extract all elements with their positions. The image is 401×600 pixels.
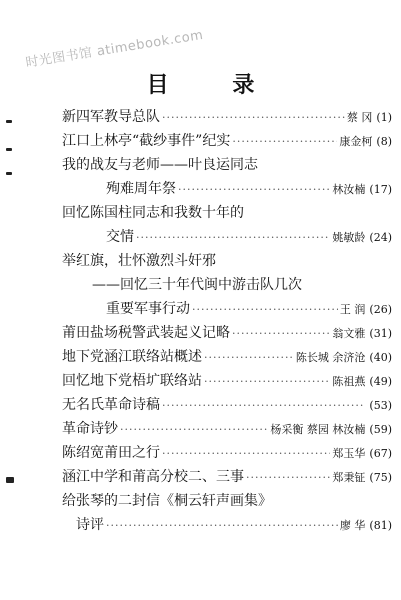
- entry-author: 陈祖燕: [332, 375, 366, 388]
- entry-page: (59): [369, 423, 392, 436]
- entry-title: 我的战友与老师——叶良运同志: [62, 157, 258, 173]
- entry-author: 杨采衡 蔡园 林汝楠: [270, 423, 366, 436]
- entry-title: 莆田盐场税警武装起义记略: [62, 325, 230, 341]
- leader-dots: [232, 322, 330, 346]
- leader-dots: [192, 298, 338, 322]
- toc-entry[interactable]: [62, 321, 392, 345]
- entry-page: (67): [369, 447, 392, 460]
- entry-author: 康金柯: [339, 135, 373, 148]
- toc-entry[interactable]: [62, 249, 392, 273]
- entry-page: (81): [369, 519, 392, 532]
- entry-author: 蔡 冈: [346, 111, 373, 124]
- leader-dots: [162, 394, 363, 418]
- leader-dots: [204, 346, 294, 370]
- leader-dots: [120, 418, 268, 442]
- entry-title: 江口上林亭“截纱事件”纪实: [62, 133, 231, 149]
- toc-entry[interactable]: [62, 513, 392, 537]
- entry-title: 无名氏革命诗稿: [62, 397, 160, 413]
- leader-dots: [204, 370, 330, 394]
- entry-page: (26): [369, 303, 392, 316]
- toc-entry[interactable]: [62, 345, 392, 369]
- toc-entry[interactable]: [62, 201, 392, 225]
- entry-title: 举红旗，壮怀激烈斗奸邪: [62, 253, 216, 269]
- margin-mark: [6, 120, 12, 123]
- entry-page: (75): [369, 471, 392, 484]
- entry-page: (53): [369, 399, 392, 412]
- entry-title: 重要军事行动: [106, 301, 190, 317]
- entry-page: (8): [376, 135, 392, 148]
- entry-author: 姚敏龄: [332, 231, 366, 244]
- toc-entry[interactable]: [62, 153, 392, 177]
- entry-author: 郑玉华: [332, 447, 366, 460]
- entry-title: 回忆陈国柱同志和我数十年的: [62, 205, 244, 221]
- entry-title: 新四军教导总队: [62, 109, 160, 125]
- entry-author: 林汝楠: [332, 183, 366, 196]
- entry-author: 翁文雅: [332, 327, 366, 340]
- entry-title: 诗评: [76, 517, 104, 533]
- toc-entry[interactable]: [62, 105, 392, 129]
- leader-dots: [162, 442, 330, 466]
- margin-mark: [6, 477, 14, 483]
- entry-title: 陈绍宽莆田之行: [62, 445, 160, 461]
- entry-page: (40): [369, 351, 392, 364]
- toc-entry[interactable]: [62, 441, 392, 465]
- leader-dots: [106, 514, 338, 538]
- entry-author: 陈长城 余济沧: [295, 351, 366, 364]
- entry-page: (17): [369, 183, 392, 196]
- entry-author: 王 润: [339, 303, 366, 316]
- toc-entry[interactable]: [62, 129, 392, 153]
- toc-entry[interactable]: [62, 225, 392, 249]
- entry-page: (24): [369, 231, 392, 244]
- toc-entry[interactable]: [62, 465, 392, 489]
- leader-dots: [162, 106, 345, 130]
- toc-entry[interactable]: [62, 393, 392, 417]
- leader-dots: [178, 178, 330, 202]
- entry-title: 殉难周年祭: [106, 181, 176, 197]
- entry-title: 涵江中学和莆高分校二、三事: [62, 469, 244, 485]
- entry-page: (1): [376, 111, 392, 124]
- entry-page: (49): [369, 375, 392, 388]
- margin-mark: [6, 148, 12, 151]
- entry-title: 交情: [106, 229, 134, 245]
- entry-author: 廖 华: [339, 519, 366, 532]
- toc-entry[interactable]: [62, 177, 392, 201]
- entry-title: 给张琴的二封信《桐云轩声画集》: [62, 493, 272, 509]
- entry-title: 回忆地下党梧圹联络站: [62, 373, 202, 389]
- leader-dots: [246, 466, 330, 490]
- entry-page: (31): [369, 327, 392, 340]
- toc-entry[interactable]: [62, 489, 392, 513]
- toc-entry[interactable]: [62, 297, 392, 321]
- toc-entry[interactable]: [62, 273, 392, 297]
- table-of-contents: [62, 105, 392, 537]
- entry-title: 地下党涵江联络站概述: [62, 349, 202, 365]
- entry-title: 革命诗钞: [62, 421, 118, 437]
- leader-dots: [232, 130, 337, 154]
- toc-entry[interactable]: [62, 369, 392, 393]
- page-title: 目 录: [146, 72, 283, 98]
- toc-entry[interactable]: [62, 417, 392, 441]
- entry-author: 郑秉钲: [332, 471, 366, 484]
- entry-title: ——回忆三十年代闽中游击队几次: [92, 277, 302, 293]
- margin-mark: [6, 172, 12, 175]
- leader-dots: [136, 226, 330, 250]
- watermark: 时光图书馆 atimebook.com: [24, 27, 205, 71]
